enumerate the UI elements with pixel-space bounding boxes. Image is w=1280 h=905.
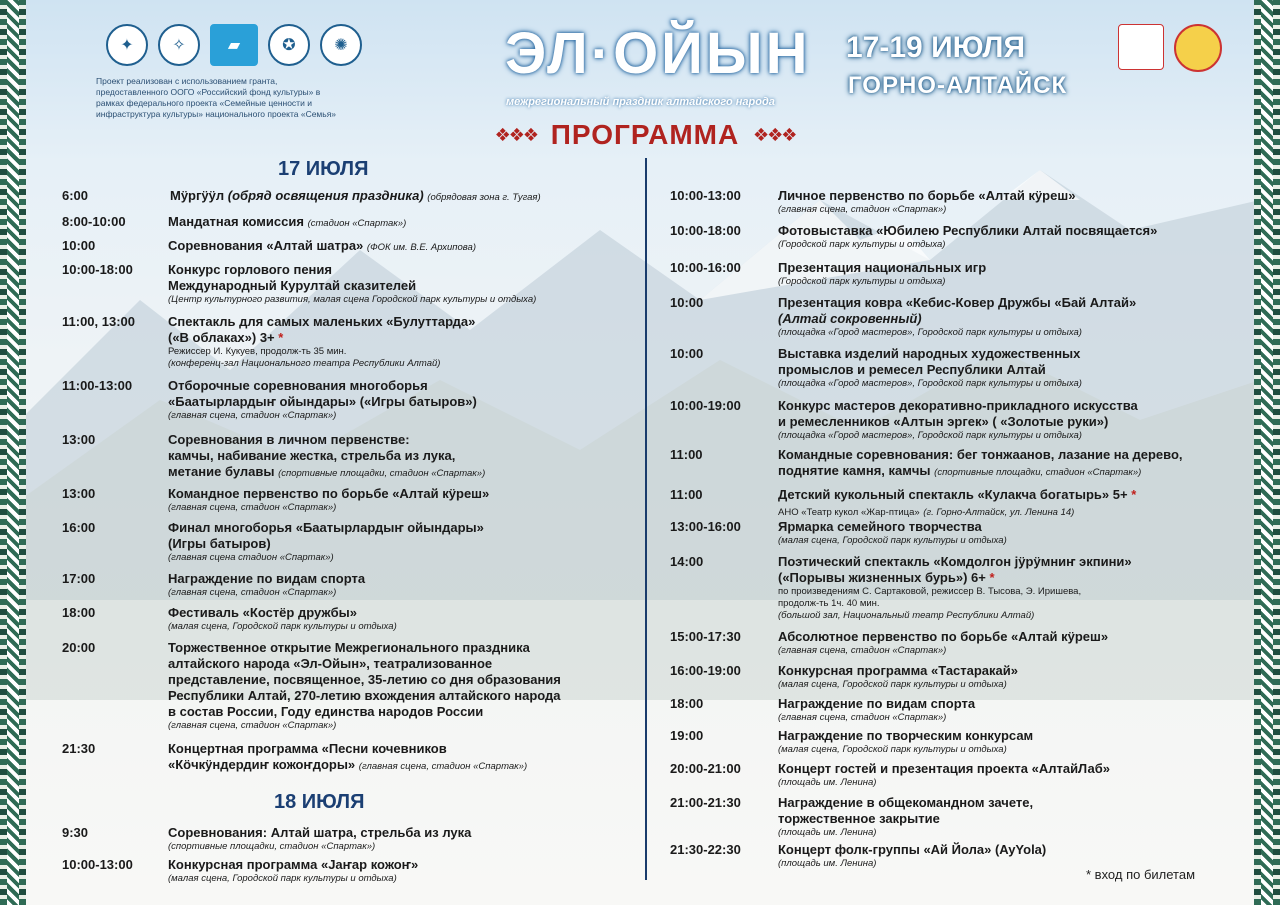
event-time: 13:00-16:00 [670, 519, 741, 534]
ornament-left-icon: ❖❖❖ [494, 125, 537, 145]
event-title: Командное первенство по борьбе «Алтай кӱреш» [168, 486, 490, 501]
event-time: 15:00-17:30 [670, 629, 741, 644]
national-project-logo-icon: ▰ [210, 24, 258, 66]
program-heading [490, 118, 800, 152]
event-time: 10:00-13:00 [670, 188, 741, 203]
event-title: метание булавы [168, 464, 275, 479]
event-title: Международный Курултай сказителей [168, 278, 417, 293]
event-title: Конкурс горлового пения [168, 262, 332, 277]
event-time: 10:00-19:00 [670, 398, 741, 413]
event-time: 17:00 [62, 571, 96, 586]
event-title: Концерт гостей и презентация проекта «АлтайЛаб» [778, 761, 1110, 776]
event-time: 13:00 [62, 432, 96, 447]
event-title-italic: (Алтай сокровенный) [778, 311, 922, 326]
event-title: Фестиваль «Костёр дружбы» [168, 605, 357, 620]
event-place: (Городской парк культуры и отдыха) [778, 239, 946, 250]
event-note: по произведениям С. Сартаковой, режиссер В. Тысова, Э. Иришева, [778, 586, 1082, 597]
right-ornament-border [1254, 0, 1280, 905]
event-place: (главная сцена, стадион «Спартак») [168, 720, 337, 731]
event-place: (главная сцена, стадион «Спартак») [358, 761, 528, 772]
event-place: (площадка «Город мастеров», Городской парк культуры и отдыха) [778, 430, 1082, 441]
ticket-star: * [989, 570, 995, 585]
event-time: 9:30 [62, 825, 89, 840]
event-title: Соревнования «Алтай шатра» [168, 238, 364, 253]
event-title: (Игры батыров) [168, 536, 271, 551]
event-place: (площадка «Город мастеров», Городской парк культуры и отдыха) [778, 327, 1082, 338]
event-time: 10:00 [670, 346, 704, 361]
event-title: Концерт фолк-группы «Ай Йола» (AyYola) [778, 842, 1047, 857]
event-place: (Городской парк культуры и отдыха) [778, 276, 946, 287]
event-title: Концертная программа «Песни кочевников [168, 741, 447, 756]
event-time: 10:00 [670, 295, 704, 310]
event-note: Режиссер И. Кукуев, продолж-ть 35 мин. [168, 346, 347, 357]
event-time: 20:00 [62, 640, 96, 655]
culture-fund-logo-icon: ✺ [320, 24, 362, 66]
festival-brand [470, 18, 811, 113]
ornament-right-icon: ❖❖❖ [752, 125, 796, 145]
event-title: Конкурс мастеров декоративно-прикладного искусства [778, 398, 1138, 413]
event-place: (малая сцена, Городской парк культуры и отдыха) [168, 873, 397, 884]
anniversary-logo-icon [1118, 24, 1164, 70]
ticket-star: * [1131, 487, 1137, 502]
event-title: Детский кукольный спектакль «Кулакча богатырь» 5+ [778, 487, 1128, 502]
event-time: 11:00-13:00 [62, 378, 133, 393]
event-place: (малая сцена, Городской парк культуры и отдыха) [778, 679, 1007, 690]
event-place: (малая сцена, Городской парк культуры и отдыха) [778, 744, 1007, 755]
event-place: (ФОК им. В.Е. Архипова) [366, 242, 476, 253]
program-label: ПРОГРАММА [550, 119, 740, 150]
day-heading-18: 18 ИЮЛЯ [274, 791, 365, 813]
event-title: Командные соревнования: бег тонжаанов, лазание на дерево, [778, 447, 1183, 462]
event-title: в состав России, Году единства народов России [168, 704, 484, 719]
event-title: Личное первенство по борьбе «Алтай кӱреш» [778, 188, 1076, 203]
event-time: 14:00 [670, 554, 704, 569]
event-place: (Центр культурного развития, малая сцена Городской парк культуры и отдыха) [168, 294, 537, 305]
event-title: Мандатная комиссия [168, 214, 304, 229]
event-place: (обрядовая зона г. Тугая) [427, 192, 541, 203]
event-title: Мӱргӱӱл [170, 188, 225, 203]
year-of-unity-logo-icon [1174, 24, 1222, 72]
event-place: (спортивные площадки, стадион «Спартак») [278, 468, 486, 479]
event-title: Награждение по видам спорта [778, 696, 976, 711]
event-title: алтайского народа «Эл-Ойын», театрализованное [168, 656, 493, 671]
assembly-emblem-icon: ✧ [158, 24, 200, 66]
festival-title: ЭЛ·ОЙЫН [505, 21, 811, 86]
event-title: торжественное закрытие [778, 811, 940, 826]
event-time: 20:00-21:00 [670, 761, 741, 776]
event-title: («В облаках») 3+ [168, 330, 275, 345]
event-place: (конференц-зал Национального театра Республики Алтай) [168, 358, 441, 369]
event-title: Спектакль для самых маленьких «Булуттарда» [168, 314, 476, 329]
event-title: Республики Алтай, 270-летию вхождения алтайского народа [168, 688, 561, 703]
grant-notice: Проект реализован с использованием гранта, предоставленного ООГО «Российский фонд культуры» в рамках федерального проекта «Семейные ценности и инфраструктура культуры» национального проекта «Семья» [96, 76, 337, 119]
event-title: камчы, набивание жестка, стрельба из лука, [168, 448, 456, 463]
event-place: (главная сцена, стадион «Спартак») [168, 410, 337, 421]
event-title: Соревнования в личном первенстве: [168, 432, 410, 447]
festival-subtitle: межрегиональный праздник алтайского народа [506, 96, 775, 108]
event-title: Конкурсная программа «Јаҥар кожоҥ» [168, 857, 419, 872]
event-place: (главная сцена, стадион «Спартак») [168, 587, 337, 598]
event-note: АНО «Театр кукол «Жар-птица» [778, 507, 920, 518]
event-title-italic: (обряд освящения праздника) [227, 188, 424, 203]
event-time: 10:00-18:00 [670, 223, 741, 238]
event-title: Награждение по творческим конкурсам [778, 728, 1034, 743]
event-time: 18:00 [62, 605, 96, 620]
event-time: 11:00, 13:00 [62, 314, 136, 329]
event-title: Абсолютное первенство по борьбе «Алтай кӱреш» [778, 629, 1109, 644]
event-title: промыслов и ремесел Республики Алтай [778, 362, 1046, 377]
event-place: (главная сцена, стадион «Спартак») [778, 645, 947, 656]
event-title: Отборочные соревнования многоборья [168, 378, 428, 393]
event-title: представление, посвященное, 35-летию со дня образования [168, 672, 561, 687]
event-title: Финал многоборья «Баатырлардыҥ ойындары» [168, 520, 484, 535]
event-place: (главная сцена стадион «Спартак») [168, 552, 334, 563]
event-time: 19:00 [670, 728, 704, 743]
event-title: «Кӧчкӱндердиҥ кожоҥдоры» [168, 757, 356, 772]
event-place: (малая сцена, Городской парк культуры и отдыха) [168, 621, 397, 632]
event-time: 16:00-19:00 [670, 663, 741, 678]
event-place: (площадь им. Ленина) [778, 827, 877, 838]
event-time: 11:00 [670, 487, 703, 502]
festival-dates: 17-19 ИЮЛЯ [846, 31, 1026, 64]
day-heading-17: 17 ИЮЛЯ [278, 158, 369, 180]
event-title: («Порывы жизненных бурь») 6+ [778, 570, 986, 585]
event-title: поднятие камня, камчы [778, 463, 931, 478]
event-place: (площадка «Город мастеров», Городской парк культуры и отдыха) [778, 378, 1082, 389]
event-place: (большой зал, Национальный театр Рeспублики Алтай) [778, 610, 1035, 621]
event-time: 21:30-22:30 [670, 842, 741, 857]
event-place: (малая сцена, Городской парк культуры и отдыха) [778, 535, 1007, 546]
ticket-star: * [278, 330, 284, 345]
left-ornament-border [0, 0, 26, 905]
event-time: 13:00 [62, 486, 96, 501]
event-place: (площадь им. Ленина) [778, 777, 877, 788]
sponsor-logos [106, 24, 362, 66]
event-time: 10:00-13:00 [62, 857, 133, 872]
event-time: 10:00-18:00 [62, 262, 133, 277]
event-title: Награждение по видам спорта [168, 571, 366, 586]
event-title: Поэтический спектакль «Комдолгон јӱрӱмниҥ экпини» [778, 554, 1132, 569]
event-note: продолж-ть 1ч. 40 мин. [778, 598, 880, 609]
event-place: (стадион «Спартак») [307, 218, 407, 229]
event-time: 18:00 [670, 696, 704, 711]
event-place: (площадь им. Ленина) [778, 858, 877, 869]
festival-city: ГОРНО-АЛТАЙСК [848, 72, 1068, 99]
event-title: Конкурсная программа «Тастаракай» [778, 663, 1018, 678]
event-place: (г. Горно-Алтайск, ул. Ленина 14) [923, 507, 1075, 518]
event-title: и ремесленников «Алтын эргек» ( «Золотые руки») [778, 414, 1109, 429]
event-time: 10:00 [62, 238, 96, 253]
event-title: Соревнования: Алтай шатра, стрельба из лука [168, 825, 472, 840]
event-title: Фотовыставка «Юбилею Республики Алтай посвящается» [778, 223, 1158, 238]
event-place: (спортивные площадки, стадион «Спартак») [934, 467, 1142, 478]
event-place: (главная сцена, стадион «Спартак») [168, 502, 337, 513]
event-place: (спортивные площадки, стадион «Спартак») [168, 841, 376, 852]
event-time: 6:00 [62, 188, 89, 203]
event-time: 21:00-21:30 [670, 795, 741, 810]
event-title: Презентация ковра «Кебис-Ковер Дружбы «Бай Алтай» [778, 295, 1137, 310]
event-title: «Баатырлардыҥ ойындары» («Игры батыров») [168, 394, 477, 409]
event-title: Награждение в общекомандном зачете, [778, 795, 1034, 810]
event-place: (главная сцена, стадион «Спартак») [778, 712, 947, 723]
ministry-emblem-icon: ✦ [106, 24, 148, 66]
event-time: 11:00 [670, 447, 703, 462]
tickets-footnote: * вход по билетам [1086, 867, 1196, 882]
event-title: Выставка изделий народных художественных [778, 346, 1081, 361]
republic-emblem-icon: ✪ [268, 24, 310, 66]
event-time: 21:30 [62, 741, 96, 756]
event-title: Ярмарка семейного творчества [778, 519, 982, 534]
event-time: 8:00-10:00 [62, 214, 126, 229]
event-place: (главная сцена, стадион «Спартак») [778, 204, 947, 215]
event-title: Презентация национальных игр [778, 260, 987, 275]
event-time: 16:00 [62, 520, 96, 535]
event-title: Торжественное открытие Межрегионального праздника [168, 640, 530, 655]
event-time: 10:00-16:00 [670, 260, 741, 275]
